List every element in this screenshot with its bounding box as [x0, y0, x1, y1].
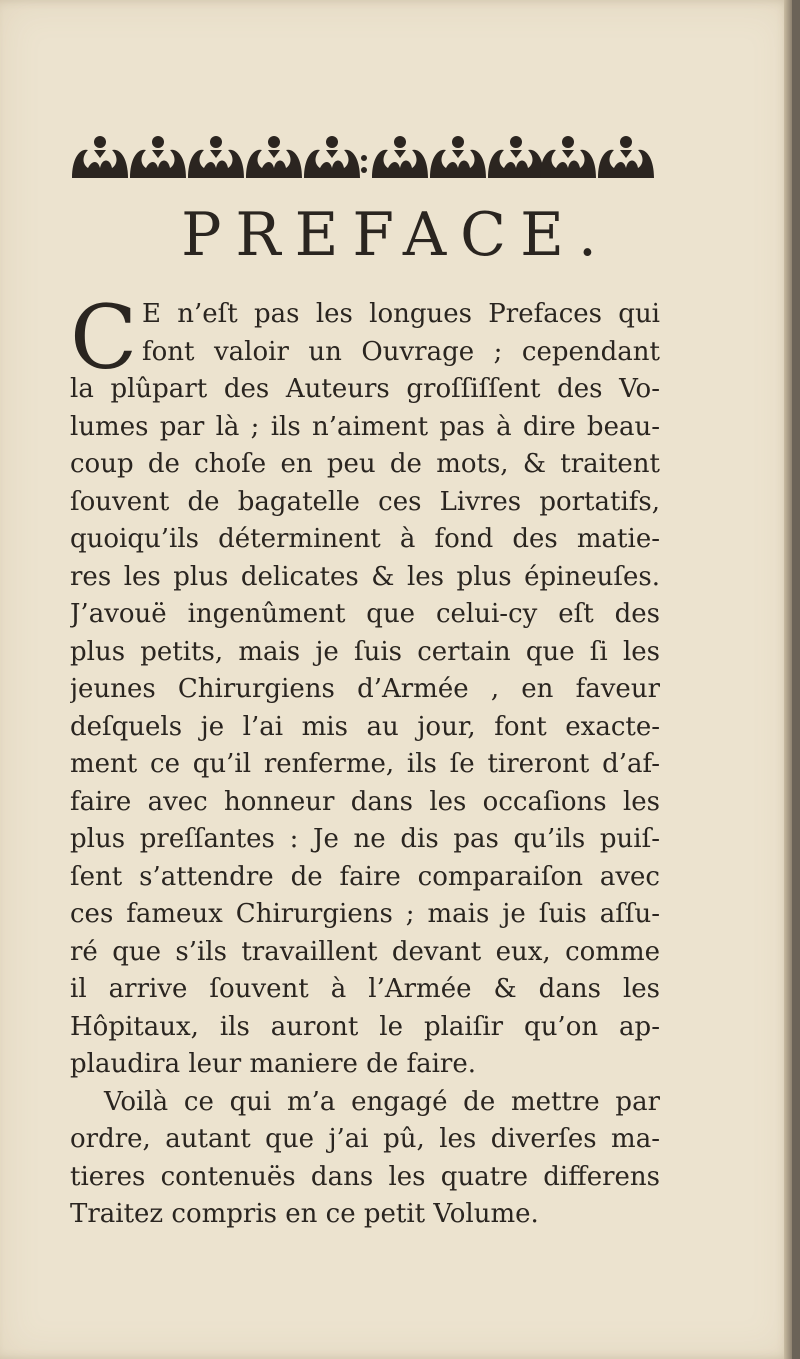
text-line: ment ce qu’il renferme, ils ſe tireront d’af- [70, 749, 660, 779]
text-line: Hôpitaux, ils auront le plaiſir qu’on ap- [70, 1011, 660, 1042]
ornament-band [68, 128, 656, 186]
text-line: ré que s’ils travaillent devant eux, comme [70, 936, 660, 967]
text-line: la plûpart des Auteurs groſſiſſent des Vo- [70, 374, 660, 404]
text-line: coup de choſe en peu de mots, & traitent [70, 449, 660, 479]
text-line: ces fameux Chirurgiens ; mais je ſuis aſſu- [70, 899, 660, 929]
text-line: E n’eſt pas les longues Prefaces qui [142, 299, 660, 329]
drop-cap: C [70, 286, 138, 389]
text-line: plaudira leur maniere de faire. [70, 1049, 476, 1079]
text-line: Traitez compris en ce petit Volume. [70, 1199, 539, 1229]
text-line: lumes par là ; ils n’aiment pas à dire beau- [70, 411, 660, 442]
text-line: J’avouë ingenûment que celui-cy eſt des [70, 599, 660, 629]
text-line: quoiqu’ils déterminent à fond des matie- [70, 524, 660, 554]
preface-text [70, 286, 660, 1234]
text-line: faire avec honneur dans les occaſions les [70, 786, 660, 817]
page-title: PREFACE. [181, 200, 611, 270]
text-line: tieres contenuës dans les quatre differens [70, 1161, 660, 1192]
text-line: plus preſſantes : Je ne dis pas qu’ils puiſ- [70, 824, 660, 854]
paragraph-1 [70, 286, 660, 1084]
text-line: deſquels je l’ai mis au jour, font exacte- [70, 711, 660, 742]
text-line: jeunes Chirurgiens d’Armée , en faveur [70, 674, 660, 704]
text-line: il arrive ſouvent à l’Armée & dans les [70, 974, 660, 1004]
text-line: res les plus delicates & les plus épineuſes. [70, 561, 660, 592]
paragraph-2 [70, 1084, 660, 1234]
text-line: ordre, autant que j’ai pû, les diverſes ma- [70, 1124, 660, 1154]
text-line: Voilà ce qui m’a engagé de mettre par [104, 1086, 660, 1117]
text-line: ſent s’attendre de faire comparaiſon avec [70, 861, 660, 892]
text-line: ſouvent de bagatelle ces Livres portatifs, [70, 486, 660, 517]
text-line: plus petits, mais je ſuis certain que ſi les [70, 636, 660, 667]
text-line: font valoir un Ouvrage ; cependant [142, 336, 660, 367]
